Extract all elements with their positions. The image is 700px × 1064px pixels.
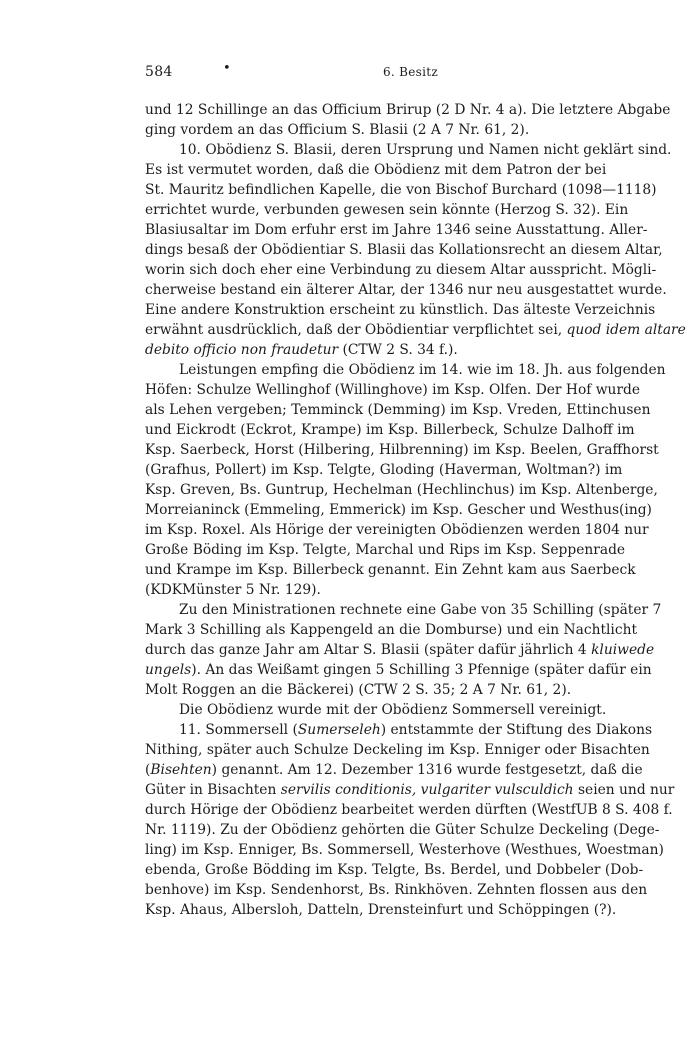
header-mark: • (223, 61, 231, 76)
text-line (145, 640, 655, 660)
chapter-title: 6. Besitz (383, 65, 439, 79)
text-segment: und 12 Schillinge an das Officium Brirup (2 D Nr. 4 a). Die letztere Abgabe (145, 102, 671, 118)
text-line (145, 220, 648, 240)
text-segment: durch Hörige der Obödienz bearbeitet werden dürften (WestfUB 8 S. 408 f. (145, 802, 673, 818)
text-line (145, 140, 672, 160)
text-line (145, 280, 667, 300)
text-line (145, 840, 664, 860)
text-segment: Molt Roggen an die Bäckerei) (CTW 2 S. 35; 2 A 7 Nr. 61, 2). (145, 682, 572, 698)
text-segment: und Eickrodt (Eckrot, Krampe) im Ksp. Billerbeck, Schulze Dalhoff im (145, 422, 635, 438)
text-segment: ) entstammte der Stiftung des Diakons (380, 722, 653, 738)
text-line (145, 340, 557, 360)
text-line (145, 440, 659, 460)
text-line (145, 580, 557, 600)
text-segment: Blasiusaltar im Dom erfuhr erst im Jahre 1346 seine Ausstattung. Aller- (145, 222, 648, 238)
text-line (145, 520, 649, 540)
text-segment: erwähnt ausdrücklich, daß der Obödientiar verpflichtet sei, (145, 322, 567, 338)
text-line (145, 760, 643, 780)
text-line (145, 320, 686, 340)
text-segment: benhove) im Ksp. Sendenhorst, Bs. Rinkhöven. Zehnten flossen aus den (145, 882, 648, 898)
italic-latin-phrase: Bisehten (150, 762, 212, 778)
text-segment: im Ksp. Roxel. Als Hörige der vereinigten Obödienzen werden 1804 nur (145, 522, 649, 538)
running-header (145, 61, 557, 84)
text-line (145, 740, 650, 760)
text-line (145, 260, 657, 280)
text-line (145, 480, 658, 500)
text-segment: 11. Sommersell ( (179, 722, 298, 738)
text-segment: ( (145, 762, 151, 778)
text-line (145, 160, 607, 180)
italic-latin-phrase: Sumerseleh (297, 722, 381, 738)
text-segment: und Krampe im Ksp. Billerbeck genannt. Ein Zehnt kam aus Saerbeck (145, 562, 636, 578)
text-line (145, 120, 557, 140)
italic-latin-phrase: ungels (145, 662, 192, 678)
italic-latin-phrase: kluiwede (591, 642, 655, 658)
text-segment: 10. Obödienz S. Blasii, deren Ursprung und Namen nicht geklärt sind. (179, 142, 672, 158)
text-line (145, 420, 635, 440)
text-line (145, 360, 666, 380)
text-line (145, 700, 607, 720)
text-line (145, 680, 572, 700)
text-segment: Güter in Bisachten (145, 782, 281, 798)
text-segment: Morreianinck (Emmeling, Emmerick) im Ksp. Gescher und Westhus(ing) (145, 502, 652, 518)
text-segment: errichtet wurde, verbunden gewesen sein könnte (Herzog S. 32). Ein (145, 202, 629, 218)
italic-latin-phrase: debito officio non fraudetur (145, 342, 339, 358)
text-line (145, 400, 651, 420)
text-line (145, 300, 656, 320)
text-line (145, 620, 637, 640)
text-line (145, 820, 660, 840)
text-segment: durch das ganze Jahr am Altar S. Blasii (später dafür jährlich 4 (145, 642, 592, 658)
text-line (145, 560, 636, 580)
text-segment: St. Mauritz befindlichen Kapelle, die von Bischof Burchard (1098—1118) (145, 182, 657, 198)
text-line (145, 500, 652, 520)
text-segment: ). An das Weißamt gingen 5 Schilling 3 Pfennige (später dafür ein (191, 662, 652, 678)
text-line (145, 200, 629, 220)
text-line (145, 900, 617, 920)
text-line (145, 860, 644, 880)
text-segment: Ksp. Greven, Bs. Guntrup, Hechelman (Hechlinchus) im Ksp. Altenberge, (145, 482, 658, 498)
text-segment: Nr. 1119). Zu der Obödienz gehörten die Güter Schulze Deckeling (Dege- (145, 822, 660, 838)
text-segment: ) genannt. Am 12. Dezember 1316 wurde festgesetzt, daß die (211, 762, 643, 778)
italic-latin-phrase: servilis conditionis, vulgariter vulsculdich (280, 782, 574, 798)
text-line (145, 240, 663, 260)
text-line (145, 880, 648, 900)
text-segment: Es ist vermutet worden, daß die Obödienz mit dem Patron der bei (145, 162, 607, 178)
text-segment: Leistungen empfing die Obödienz im 14. wie im 18. Jh. aus folgenden (179, 362, 666, 378)
text-segment: Ksp. Saerbeck, Horst (Hilbering, Hilbrenning) im Ksp. Beelen, Graffhorst (145, 442, 659, 458)
text-segment: Ksp. Ahaus, Albersloh, Datteln, Drensteinfurt und Schöppingen (?). (145, 902, 617, 918)
text-segment: Höfen: Schulze Wellinghof (Willinghove) im Ksp. Olfen. Der Hof wurde (145, 382, 641, 398)
text-segment: worin sich doch eher eine Verbindung zu diesem Altar ausspricht. Mögli- (145, 262, 657, 278)
text-segment: Nithing, später auch Schulze Deckeling im Ksp. Enniger oder Bisachten (145, 742, 650, 758)
text-line (145, 780, 675, 800)
text-segment: Mark 3 Schilling als Kappengeld an die Domburse) und ein Nachtlicht (145, 622, 637, 638)
italic-latin-phrase: quod idem altare (566, 322, 686, 338)
text-segment: (KDKMünster 5 Nr. 129). (145, 582, 321, 598)
page-number: 584 (145, 64, 173, 80)
text-line (145, 380, 641, 400)
text-line (145, 600, 662, 620)
text-segment: Zu den Ministrationen rechnete eine Gabe von 35 Schilling (später 7 (179, 602, 662, 618)
text-segment: Eine andere Konstruktion erscheint zu künstlich. Das älteste Verzeichnis (145, 302, 656, 318)
text-segment: (Grafhus, Pollert) im Ksp. Telgte, Gloding (Haverman, Woltman?) im (145, 462, 623, 478)
text-segment: dings besaß der Obödientiar S. Blasii das Kollationsrecht an diesem Altar, (145, 242, 663, 258)
text-line (145, 100, 671, 120)
text-segment: Große Böding im Ksp. Telgte, Marchal und Rips im Ksp. Seppenrade (145, 542, 626, 558)
text-line (145, 800, 673, 820)
text-segment: ebenda, Große Bödding im Ksp. Telgte, Bs. Berdel, und Dobbeler (Dob- (145, 862, 644, 878)
text-line (145, 660, 652, 680)
text-segment: cherweise bestand ein älterer Altar, der 1346 nur neu ausgestattet wurde. (145, 282, 667, 298)
text-segment: Die Obödienz wurde mit der Obödienz Sommersell vereinigt. (179, 702, 607, 718)
text-line (145, 180, 657, 200)
text-segment: als Lehen vergeben; Temminck (Demming) im Ksp. Vreden, Ettinchusen (145, 402, 651, 418)
text-segment: ling) im Ksp. Enniger, Bs. Sommersell, Westerhove (Westhues, Woestman) (145, 842, 664, 858)
text-line (145, 720, 653, 740)
text-segment: ging vordem an das Officium S. Blasii (2 A 7 Nr. 61, 2). (145, 122, 530, 138)
text-segment: seien und nur (573, 782, 675, 798)
text-line (145, 540, 626, 560)
body-text (145, 100, 686, 920)
text-line (145, 460, 623, 480)
text-segment: (CTW 2 S. 34 f.). (338, 342, 458, 358)
